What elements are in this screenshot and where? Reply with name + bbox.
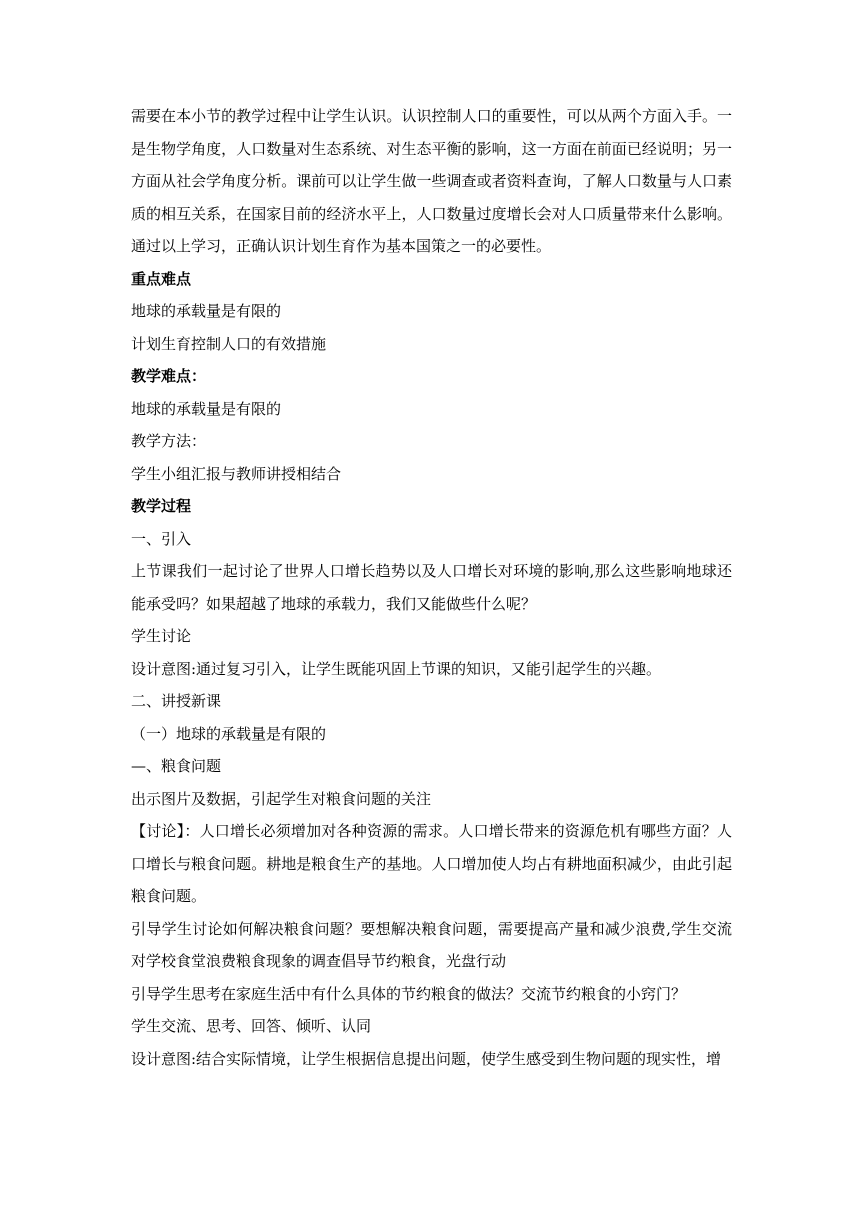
section-new-lesson: 二、讲授新课 — [131, 692, 222, 710]
heading-teaching-process: 教学过程 — [131, 497, 192, 515]
heading-teaching-difficulty: 教学难点： — [131, 367, 207, 385]
section-introduction: 一、引入 — [131, 529, 192, 548]
guide-discussion-paragraph: 引导学生讨论如何解决粮食问题？要想解决粮食问题，需要提高产量和减少浪费,学生交流对学校食堂浪费粮食现象的调查倡导节约粮食，光盘行动 — [131, 919, 732, 970]
heading-key-points: 重点难点 — [131, 269, 192, 288]
teaching-method-item: 学生小组汇报与教师讲授相结合 — [131, 464, 342, 483]
guide-thinking-line: 引导学生思考在家庭生活中有什么具体的节约粮食的做法？交流节约粮食的小窍门？ — [131, 984, 687, 1003]
intro-paragraph: 需要在本小节的教学过程中让学生认识。认识控制人口的重要性，可以从两个方面入手。一是生物学角度，人口数量对生态系统、对生态平衡的影响，这一方面在前面已经说明；另一方面从社会学角度分析。课前可以让学生做一些调查或者资料查询，了解人口数量与人口素质的相互关系，在国家目前的经济水平上，人口数量过度增长会对人口质量带来什么影响。通过以上学习，正确认识计划生育作为基本国策之一的必要性。 — [131, 107, 732, 255]
student-discussion: 学生讨论 — [131, 627, 192, 645]
introduction-paragraph: 上节课我们一起讨论了世界人口增长趋势以及人口增长对环境的影响,那么这些影响地球还能承受吗？如果超越了地球的承载力，我们又能做些什么呢？ — [131, 562, 732, 613]
show-pictures-line: 出示图片及数据，引起学生对粮食问题的关注 — [131, 789, 432, 808]
label-teaching-method: 教学方法： — [131, 432, 207, 450]
difficulty-item: 地球的承载量是有限的 — [131, 399, 282, 418]
topic-food-problem: —、粮食问题 — [131, 757, 222, 775]
subsection-capacity: （一）地球的承载量是有限的 — [131, 724, 327, 743]
design-intent: 设计意图:通过复习引入，让学生既能巩固上节课的知识，又能引起学生的兴趣。 — [131, 659, 662, 678]
key-point-item: 计划生育控制人口的有效措施 — [131, 334, 327, 353]
student-activity-line: 学生交流、思考、回答、倾听、认同 — [131, 1017, 372, 1035]
discussion-paragraph: 【讨论】：人口增长必须增加对各种资源的需求。人口增长带来的资源危机有哪些方面？人口增长与粮食问题。耕地是粮食生产的基地。人口增加使人均占有耕地面积减少，由此引起粮食问题。 — [131, 822, 732, 905]
key-point-item: 地球的承载量是有限的 — [131, 302, 282, 320]
design-intent-paragraph: 设计意图:结合实际情境，让学生根据信息提出问题，使学生感受到生物问题的现实性，增 — [131, 1049, 722, 1068]
